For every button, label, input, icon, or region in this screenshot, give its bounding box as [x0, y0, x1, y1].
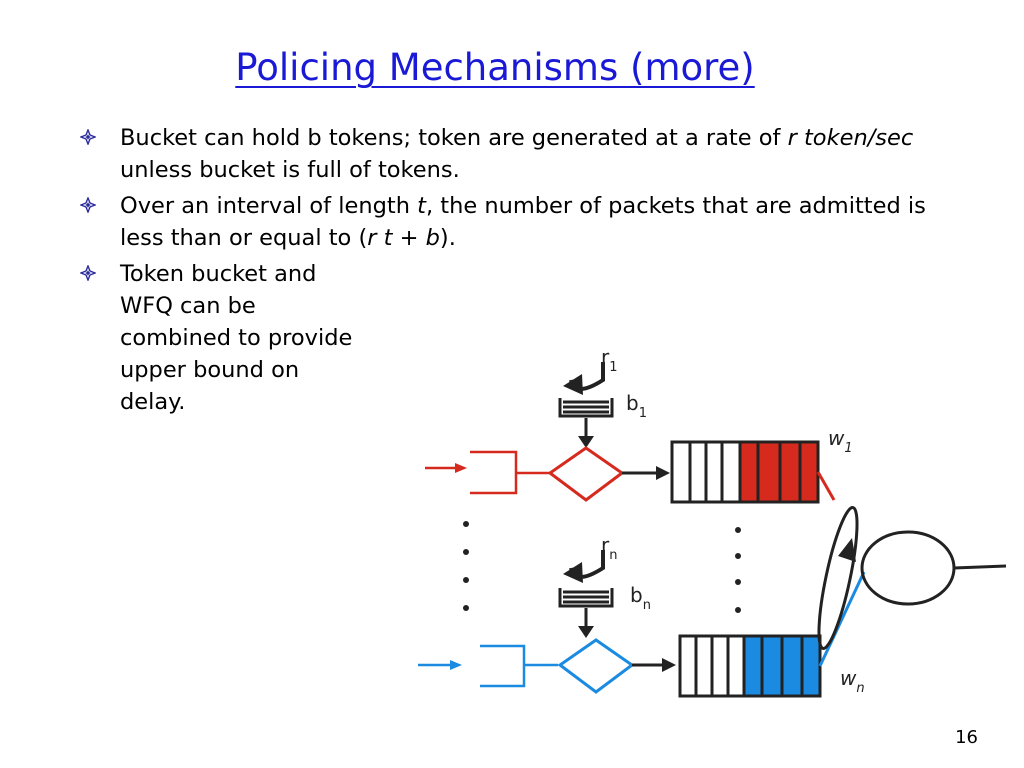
link-server [862, 532, 954, 604]
flow-1 [425, 345, 853, 502]
bullet-text: Bucket can hold b tokens; token are generated at a rate of [120, 125, 788, 151]
queue-arrow-head-n [662, 658, 676, 672]
slide-number: 16 [955, 727, 978, 748]
token-bucket-n [560, 588, 612, 606]
bullet-item [80, 258, 370, 418]
diamond-bullet-icon [80, 129, 96, 145]
token-arrow-head-1 [563, 374, 583, 395]
rate-label-1: $r_1$ [601, 345, 618, 375]
ellipsis-dots-left [463, 521, 469, 611]
queue-n-output-line [820, 572, 864, 666]
token-bucket-1 [560, 398, 612, 416]
queue-arrow-head-1 [656, 466, 670, 480]
bullet-text: Over an interval of length [120, 193, 418, 219]
slide-title: Policing Mechanisms (more) [235, 46, 755, 89]
packet-buffer-1 [470, 452, 516, 493]
incoming-arrow-head-n [450, 660, 462, 670]
token-bucket-wfq-diagram [400, 340, 1020, 710]
bullet-text-italic: r t + b [367, 225, 440, 251]
bullet-text-italic: t [417, 193, 426, 219]
policer-diamond-1 [550, 448, 622, 500]
policer-diamond-n [560, 640, 632, 692]
bucket-label-1: $b_1$ [626, 391, 647, 421]
bucket-arrow-head-n [578, 626, 594, 638]
bullet-text: unless bucket is full of tokens. [120, 157, 460, 183]
bullet-text: ). [439, 225, 456, 251]
bullet-text: Token bucket and WFQ can be combined to provide upper bound on delay. [120, 261, 353, 415]
diamond-bullet-icon [80, 265, 96, 281]
wfq-scheduler [811, 472, 1006, 666]
bullet-item [80, 122, 960, 186]
round-robin-arrow-head [838, 538, 856, 562]
bullet-text: , the number of packets that are admitted is less than or equal to ( [120, 193, 926, 251]
flow-n [418, 533, 865, 696]
rate-label-n: $r_n$ [601, 533, 618, 563]
weight-label-1: $w_1$ [828, 426, 853, 456]
wfq-queue-n [680, 636, 820, 696]
bullet-item [80, 190, 960, 254]
bucket-label-n: $b_n$ [630, 583, 651, 613]
wfq-queue-1 [672, 442, 818, 502]
output-link-line [954, 566, 1006, 568]
incoming-arrow-head-1 [455, 463, 467, 473]
bullet-text-italic: r token/sec [787, 125, 914, 151]
weight-label-n: $w_n$ [840, 666, 865, 696]
queue-1-output-line [818, 472, 834, 500]
ellipsis-dots-right [735, 527, 741, 613]
packet-buffer-n [480, 646, 524, 686]
diamond-bullet-icon [80, 197, 96, 213]
token-arrow-head-n [563, 562, 583, 583]
